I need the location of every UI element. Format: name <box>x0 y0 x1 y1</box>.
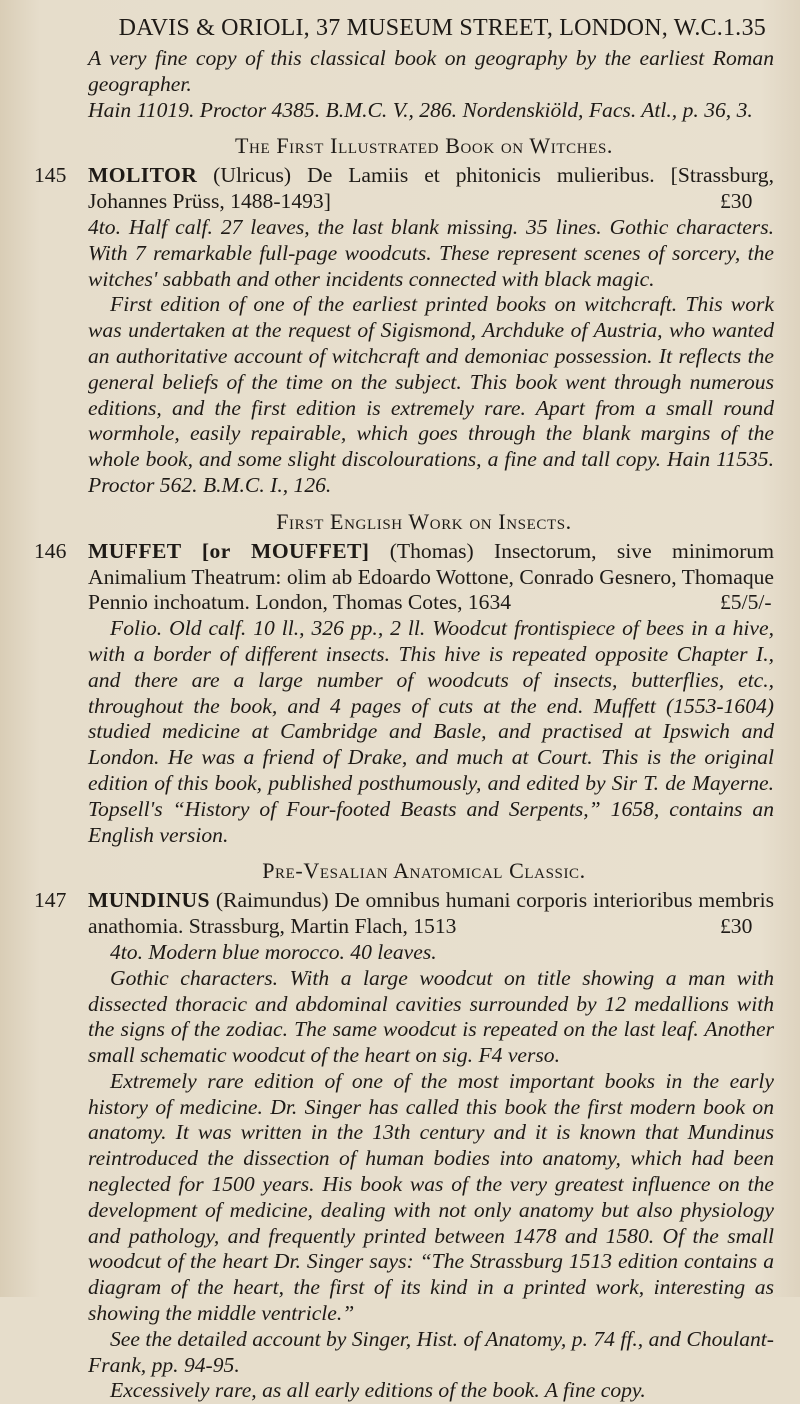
entry-title-146: 146 MUFFET [or MOUFFET] (Thomas) Insectorum, sive minimorum Animalium Theatrum: olim ab Edoardo Wottone, Conrado Gesnero, Thomaque Pennio inchoatum. London, Thomas Cotes, 1634 £5/5/- <box>34 538 774 615</box>
entry-title: (Raimundus) De omnibus humani corporis interioribus membris anathomia. Strassburg, Martin Flach, 1513 <box>88 888 774 939</box>
catalogue-entry-146 <box>34 539 774 849</box>
catalogue-entry-145 <box>34 163 774 498</box>
entry-title-147: 147 MUNDINUS (Raimundus) De omnibus humani corporis interioribus membris anathomia. Strassburg, Martin Flach, 1513 £30 <box>34 888 774 939</box>
intro-line-1: A very fine copy of this classical book on geography by the earliest Roman geographer. <box>88 46 774 96</box>
entry-title-145: 145 MOLITOR (Ulricus) De Lamiis et phitonicis mulieribus. [Strassburg, Johannes Prüss, 1488-1493] £30 <box>34 163 774 214</box>
catalogue-entry-147 <box>34 888 774 1404</box>
entry-note-147: Gothic characters. With a large woodcut on title showing a man with dissected thoracic and abdominal cavities surrounded by 12 medallions with the signs of the zodiac. The same woodcut is repeated on the last leaf. Another small schematic woodcut of the heart on sig. F4 verso. <box>88 965 774 1068</box>
entry-title: (Ulricus) De Lamiis et phitonicis mulieribus. [Strassburg, Johannes Prüss, 1488-1493] <box>88 163 774 214</box>
entry-description-145: 4to. Half calf. 27 leaves, the last blank missing. 35 lines. Gothic characters. With 7 remarkable full-page woodcuts. These represent scenes of sorcery, the witches' sabbath and other incidents connected with black magic. <box>88 214 774 291</box>
entry-number: 145 <box>34 163 67 188</box>
section-heading-insects: First English Work on Insects. <box>276 508 572 534</box>
section-heading-witches: The First Illustrated Book on Witches. <box>235 133 613 159</box>
running-head-title: DAVIS & ORIOLI, 37 MUSEUM STREET, LONDON, W.C.1. <box>118 15 742 41</box>
section-heading-anatomy: Pre-Vesalian Anatomical Classic. <box>262 858 586 884</box>
entry-author: MUNDINUS <box>88 888 210 913</box>
entry-author: MOLITOR <box>88 163 198 188</box>
intro-references <box>34 98 774 124</box>
entry-number: 147 <box>34 888 67 913</box>
entry-note-145: First edition of one of the earliest printed books on witchcraft. This work was undertaken at the request of Sigismond, Archduke of Austria, who wanted an authoritative account of witchcraft and demoniac possession. It reflects the general beliefs of the time on the subject. This book went through numerous editions, and the first edition is extremely rare. Apart from a small round wormhole, easily repairable, which goes through the blank margins of the whole book, and some slight discolourations, a fine and tall copy. Hain 11535. Proctor 562. B.M.C. I., 126. <box>88 292 774 497</box>
entry-title: (Thomas) Insectorum, sive minimorum Animalium Theatrum: olim ab Edoardo Wottone, Conrado Gesnero, Thomaque Pennio inchoatum. London, Thomas Cotes, 1634 <box>88 538 774 615</box>
entry-note2-147: Extremely rare edition of one of the most important books in the early history of medicine. Dr. Singer has called this book the first modern book on anatomy. It was written in the 13th century and it is known that Mundinus reintroduced the dissection of human bodies into anatomy, which had been neglected for 1500 years. His book was of the very greatest influence on the development of medicine, dealing with not only anatomy but also physiology and pathology, and frequently printed between 1478 and 1580. Of the small woodcut of the heart Dr. Singer says: “The Strassburg 1513 edition contains a diagram of the heart, the first of its kind in a printed work, interesting as showing the middle ventricle.” <box>88 1068 774 1326</box>
entry-note4-147: Excessively rare, as all early editions of the book. A fine copy. <box>110 1378 646 1403</box>
intro-line-2: Hain 11019. Proctor 4385. B.M.C. V., 286. Nordenskiöld, Facs. Atl., p. 36, 3. <box>88 97 753 122</box>
intro-text <box>34 46 774 98</box>
entry-note3-147: See the detailed account by Singer, Hist. of Anatomy, p. 74 ff., and Choulant-Frank, pp. 94-95. <box>88 1326 774 1377</box>
running-head <box>94 10 766 46</box>
entry-author: MUFFET [or MOUFFET] <box>88 538 370 563</box>
page-number: 35 <box>741 15 766 41</box>
entry-description-147: 4to. Modern blue morocco. 40 leaves. <box>110 939 437 964</box>
entry-number: 146 <box>34 538 67 563</box>
entry-description-146: Folio. Old calf. 10 ll., 326 pp., 2 ll. Woodcut frontispiece of bees in a hive, with a border of different insects. This hive is repeated opposite Chapter I., and there are a large number of woodcuts of insects, butterflies, etc., throughout the book, and 4 pages of cuts at the end. Muffett (1553-1604) studied medicine at Cambridge and Basle, and practised at Ipswich and London. He was a friend of Drake, and much at Court. This is the original edition of this book, published posthumously, and edited by Sir T. de Mayerne. Topsell's “History of Four-footed Beasts and Serpents,” 1658, contains an English version. <box>88 616 774 847</box>
